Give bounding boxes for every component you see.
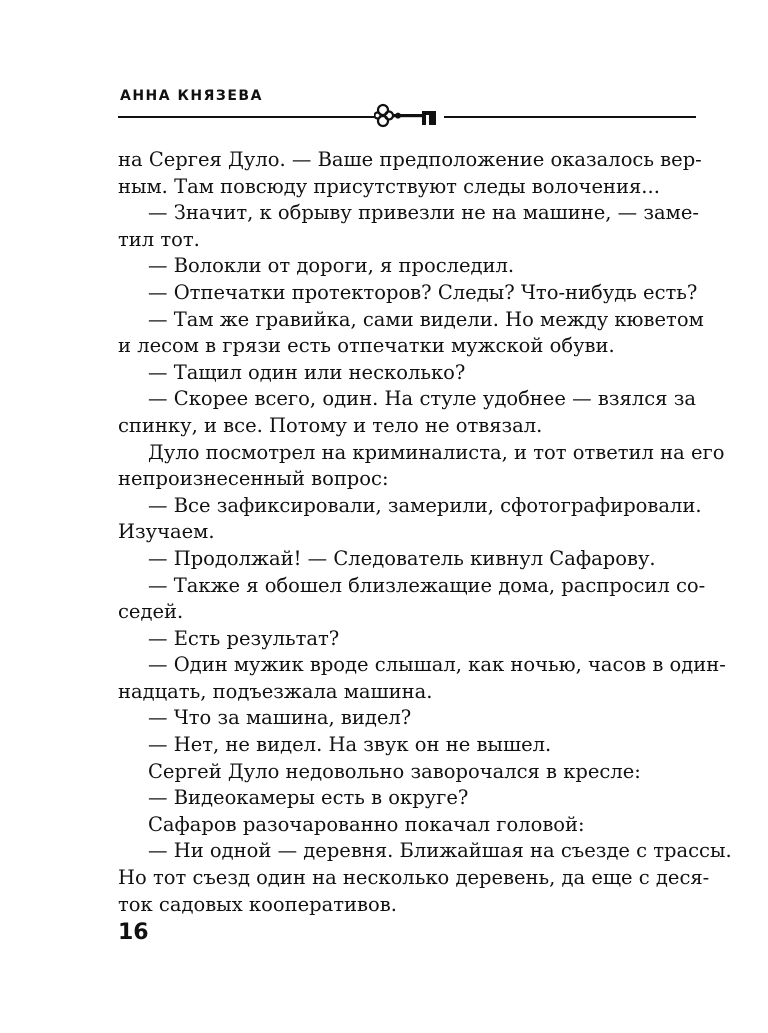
text-line: — Волокли от дороги, я проследил. — [148, 254, 515, 278]
text-line: на Сергея Дуло. — Ваше предположение оказалось вер- — [118, 148, 702, 171]
text-line: Сафаров разочарованно покачал головой: — [148, 812, 585, 836]
text-line: Дуло посмотрел на криминалиста, и тот ответил на его — [148, 440, 725, 464]
text-line: седей. — [118, 600, 184, 624]
text-line: спинку, и все. Потому и тело не отвязал. — [118, 413, 543, 437]
running-header — [118, 88, 696, 128]
text-line: — Там же гравийка, сами видели. Но между кюветом — [148, 307, 704, 331]
text-line: надцать, подъезжала машина. — [118, 679, 433, 703]
text-line: — Один мужик вроде слышал, как ночью, часов в один- — [148, 653, 726, 677]
text-line: — Продолжай! — Следователь кивнул Сафарову. — [148, 546, 656, 570]
text-line: — Также я обошел близлежащие дома, распросил со- — [148, 573, 706, 597]
key-icon — [374, 102, 444, 128]
text-line: ным. Там повсюду присутствуют следы волочения... — [118, 174, 660, 198]
text-line: непроизнесенный вопрос: — [118, 467, 389, 491]
text-line: Изучаем. — [118, 520, 215, 544]
author-name: АННА КНЯЗЕВА — [120, 88, 263, 104]
text-line: ток садовых кооперативов. — [118, 892, 397, 916]
text-line: — Ни одной — деревня. Ближайшая на съезде с трассы. — [148, 839, 732, 863]
text-line: Сергей Дуло недовольно заворочался в кресле: — [148, 759, 641, 783]
text-line: — Видеокамеры есть в округе? — [148, 786, 469, 810]
text-line: — Отпечатки протекторов? Следы? Что-нибудь есть? — [148, 280, 698, 304]
text-line: — Тащил один или несколько? — [148, 360, 466, 384]
text-line: — Значит, к обрыву привезли не на машине, — заме- — [148, 201, 699, 225]
text-line: — Что за машина, видел? — [148, 706, 412, 730]
text-line: — Нет, не видел. На звук он не вышел. — [148, 733, 552, 757]
text-line: — Есть результат? — [148, 626, 340, 650]
text-line: и лесом в грязи есть отпечатки мужской обуви. — [118, 334, 615, 358]
body-text — [118, 147, 732, 918]
text-line: — Скорее всего, один. На стуле удобнее — взялся за — [148, 387, 696, 411]
text-line: — Все зафиксировали, замерили, сфотографировали. — [148, 493, 702, 517]
text-line: Но тот съезд один на несколько деревень, да еще с деся- — [118, 866, 710, 890]
page-number: 16 — [118, 920, 149, 945]
text-line: тил тот. — [118, 227, 200, 251]
